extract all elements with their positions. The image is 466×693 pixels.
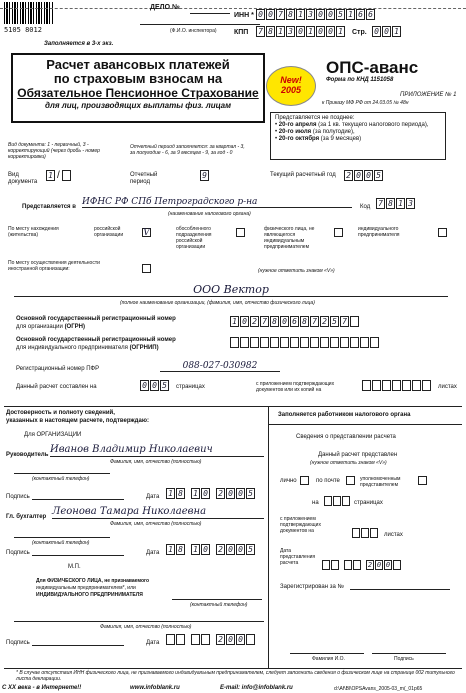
digit-cell[interactable] — [320, 337, 329, 348]
year-label: Текущий расчетный год — [270, 172, 336, 178]
deadlines-box — [270, 112, 446, 160]
digit-cell[interactable]: 2 — [344, 170, 353, 181]
inn-cells — [256, 9, 376, 20]
ogrnip-label-2-text: для индивидуального предпринимателя — [16, 345, 128, 351]
digit-cell[interactable]: 8 — [266, 26, 275, 37]
digit-cell[interactable]: 8 — [300, 316, 309, 327]
accountant-phone-caption: (контактный телефон) — [32, 540, 90, 546]
doc-kind-label: Вид документа — [8, 172, 38, 185]
digit-cell[interactable]: 1 — [191, 488, 200, 499]
digit-cell[interactable]: 1 — [346, 9, 355, 20]
registered-label: Зарегистрирован за № — [280, 584, 344, 590]
deadlines-heading: Представляется не позднее: — [275, 115, 355, 121]
digit-cell[interactable] — [310, 337, 319, 348]
digit-cell[interactable]: 0 — [226, 488, 235, 499]
fl-line-2: индивидуальным предпринимателем*, или — [36, 585, 136, 591]
director-date-label: Дата — [146, 494, 160, 500]
digit-cell[interactable]: 1 — [230, 316, 239, 327]
digit-cell[interactable]: 1 — [191, 544, 200, 555]
ogrn-label-1: Основной государственный регистрационный номер — [16, 316, 176, 322]
digit-cell[interactable]: 2 — [216, 488, 225, 499]
digit-cell[interactable]: 7 — [376, 198, 385, 209]
digit-cell[interactable] — [270, 337, 279, 348]
fl-fio-caption: Фамилия, имя, отчество (полностью) — [100, 624, 192, 630]
for-org-label: Для ОРГАНИЗАЦИИ — [24, 432, 82, 438]
period-cell[interactable]: 9 — [200, 170, 209, 181]
right-attach-label: с приложением подтверждающих документов на — [280, 516, 321, 534]
by-rep-label: уполномоченным представителем — [360, 476, 401, 488]
doc-kind-note: Вид документа: 1 - первичный, 3 - корректирующий (через дробь - номер корректировки) — [8, 142, 100, 160]
footnote-divider — [4, 668, 462, 669]
digit-cell[interactable]: 0 — [226, 544, 235, 555]
deadline-item: • 20-го апреля (за 1 кв. текущего налогового периода), — [275, 122, 429, 128]
inspector-caption: (Ф.И.О. инспектора) — [170, 28, 217, 34]
director-fio-caption: Фамилия, имя, отчество (полностью) — [110, 459, 202, 465]
digit-cell[interactable]: 8 — [286, 9, 295, 20]
deadline-item: • 20-го октября (за 9 месяцев) — [275, 136, 362, 142]
digit-cell[interactable] — [353, 560, 361, 570]
barcode — [4, 2, 54, 24]
digit-cell[interactable]: 0 — [280, 316, 289, 327]
delo-label: ДЕЛО № — [150, 4, 180, 11]
tax-code-label: Код — [360, 204, 371, 210]
digit-cell[interactable]: 1 — [166, 488, 175, 499]
digit-cell[interactable]: 0 — [326, 26, 335, 37]
by-mail-label: по почте — [316, 478, 340, 484]
tear-line — [0, 8, 466, 9]
attach-unit: листах — [438, 384, 457, 390]
digit-cell[interactable]: 5 — [336, 9, 345, 20]
digit-cell[interactable] — [362, 380, 371, 391]
fl-line-1: Для ФИЗИЧЕСКОГО ЛИЦА, не признаваемого — [36, 578, 150, 584]
doc-kind-correction-cell[interactable] — [62, 170, 71, 181]
title-line-2: по страховым взносам на — [53, 71, 223, 86]
digit-cell[interactable]: 0 — [326, 9, 335, 20]
ogrn-label-2-text: для организации — [16, 324, 63, 330]
right-sheets-unit: листах — [384, 532, 403, 538]
digit-cell[interactable]: 0 — [150, 380, 159, 391]
ops-avans-title: ОПС-аванс — [326, 58, 419, 77]
digit-cell[interactable] — [201, 634, 210, 645]
worker-fio-field[interactable] — [290, 646, 364, 654]
digit-cell[interactable] — [370, 528, 378, 538]
digit-cell[interactable]: 0 — [236, 488, 245, 499]
digit-cell[interactable] — [324, 496, 332, 506]
title-block — [11, 53, 265, 123]
digit-cell[interactable]: 7 — [310, 316, 319, 327]
digit-cell[interactable] — [246, 634, 255, 645]
director-phone-field[interactable] — [14, 466, 110, 474]
digit-cell[interactable]: 6 — [366, 9, 375, 20]
digit-cell[interactable]: 0 — [296, 26, 305, 37]
digit-cell[interactable]: 1 — [276, 26, 285, 37]
digit-cell[interactable]: 5 — [330, 316, 339, 327]
digit-cell[interactable]: 0 — [266, 9, 275, 20]
digit-cell[interactable]: 5 — [246, 544, 255, 555]
title-sub: для лиц, производящих выплаты физ. лицам — [44, 101, 232, 110]
digit-cell[interactable] — [342, 496, 350, 506]
foreign-org-label: По месту осуществления деятельности иностранной организации: — [8, 260, 100, 272]
digit-cell[interactable]: 3 — [406, 198, 415, 209]
digit-cell[interactable]: 5 — [246, 488, 255, 499]
doc-kind-cell[interactable]: 1 — [46, 170, 55, 181]
section-divider — [4, 406, 462, 407]
digit-cell[interactable]: 0 — [372, 26, 381, 37]
location-option-label: индивидуального предпринимателя — [358, 226, 400, 238]
location-option-checkbox[interactable] — [334, 228, 343, 237]
digit-cell[interactable] — [333, 496, 341, 506]
pfr-label: Регистрационный номер ПФР — [16, 366, 100, 372]
deadline-date: 20-го октября — [278, 136, 320, 142]
director-signature-label: Подпись — [6, 494, 30, 500]
footer-email[interactable]: E-mail: info@infoblank.ru — [220, 685, 293, 691]
digit-cell[interactable]: 0 — [236, 544, 245, 555]
accountant-field[interactable]: Леонова Тамара Николаевна — [52, 506, 264, 519]
location-option-label: российской организации — [94, 226, 124, 238]
digit-cell[interactable] — [176, 634, 185, 645]
director-field[interactable]: Иванов Владимир Николаевич — [50, 444, 264, 457]
fl-signature-field[interactable] — [32, 638, 124, 646]
period-label: Отчетный период — [130, 172, 158, 185]
digit-cell[interactable]: 0 — [201, 488, 210, 499]
fl-date-label: Дата — [146, 640, 160, 646]
digit-cell[interactable] — [382, 380, 391, 391]
accountant-signature-field[interactable] — [32, 548, 124, 556]
new-badge — [266, 66, 316, 106]
digit-cell[interactable] — [372, 380, 381, 391]
digit-cell[interactable]: 0 — [256, 9, 265, 20]
by-mail-checkbox[interactable] — [346, 476, 355, 485]
fl-date-cells — [166, 634, 256, 645]
location-option-label: физического лица, не являющегося индивидуальным предпринимателем — [264, 226, 315, 250]
title-line-1: Расчет авансовых платежей — [46, 57, 230, 72]
accountant-date-label: Дата — [146, 550, 160, 556]
org-name-caption: (полное наименование организации, (фамилия, имя, отчество физического лица) — [120, 300, 315, 306]
digit-cell[interactable] — [290, 337, 299, 348]
digit-cell[interactable]: 0 — [364, 170, 373, 181]
digit-cell[interactable] — [352, 528, 360, 538]
digit-cell[interactable]: 0 — [385, 561, 391, 569]
digit-cell[interactable]: 0 — [201, 544, 210, 555]
delo-field[interactable] — [190, 4, 230, 14]
page-cells — [372, 26, 402, 37]
footer-path: d:\Af\Bl\OPSAvans_2005-03_m(_01p65 — [334, 686, 423, 692]
deadline-note: (за полугодие), — [312, 129, 355, 135]
personal-checkbox[interactable] — [300, 476, 309, 485]
digit-cell[interactable]: 1 — [336, 26, 345, 37]
digit-cell[interactable] — [300, 337, 309, 348]
personal-label: лично — [280, 478, 297, 484]
right-pages-unit: страницах — [354, 500, 383, 506]
barcode-number: 5105 8012 — [4, 26, 42, 34]
pages-label: Данный расчет составлен на — [16, 384, 97, 390]
footer-left: С XX века - в Интернете!! — [2, 685, 82, 691]
right-attach-cells — [352, 528, 379, 538]
confirm-heading-1: Достоверность и полноту сведений, — [6, 410, 115, 416]
title-line-3: Обязательное Пенсионное Страхование — [17, 86, 259, 100]
digit-cell[interactable]: 2 — [250, 316, 259, 327]
copies-note: Заполняется в 3-х экз. — [44, 41, 114, 47]
ogrnip-label-2 — [16, 345, 159, 352]
page-label: Стр. — [352, 29, 367, 36]
digit-cell[interactable]: 5 — [160, 380, 169, 391]
digit-cell[interactable] — [360, 337, 369, 348]
digit-cell[interactable]: 2 — [367, 561, 373, 569]
digit-cell[interactable] — [166, 634, 175, 645]
digit-cell[interactable]: 0 — [240, 316, 249, 327]
tax-authority-caption: (наименование налогового органа) — [168, 211, 251, 217]
director-phone-caption: (контактный телефон) — [32, 476, 90, 482]
digit-cell[interactable] — [260, 337, 269, 348]
new-badge-line-2: 2005 — [280, 85, 302, 95]
digit-cell[interactable] — [340, 337, 349, 348]
digit-cell[interactable] — [191, 634, 200, 645]
slash-sep: / — [57, 170, 60, 181]
inspector-field[interactable] — [140, 24, 260, 25]
digit-cell[interactable]: 2 — [320, 316, 329, 327]
ogrnip-cells — [230, 337, 380, 348]
new-badge-line-1: New! — [280, 75, 302, 85]
worker-sign-field[interactable] — [372, 646, 446, 654]
footer-site[interactable]: www.infoblank.ru — [130, 685, 180, 691]
kpp-cells — [256, 26, 346, 37]
mark-note: (нужное отметить знаком «V») — [258, 268, 335, 274]
worker-fio-label: Фамилия И.О. — [312, 656, 345, 662]
digit-cell[interactable]: 7 — [256, 26, 265, 37]
submitted-label: Данный расчет представлен — [318, 452, 398, 458]
location-option-label: обособленного подразделения российской организации — [176, 226, 212, 250]
tax-authority-label: Представляется в — [22, 204, 76, 210]
digit-cell[interactable] — [370, 337, 379, 348]
digit-cell[interactable]: 3 — [306, 9, 315, 20]
director-label: Руководитель — [6, 452, 49, 458]
pages-cells — [140, 380, 170, 391]
worker-sign-label: Подпись — [394, 656, 414, 662]
deadline-item: • 20-го июля (за полугодие), — [275, 129, 355, 135]
digit-cell[interactable]: 7 — [340, 316, 349, 327]
digit-cell[interactable] — [322, 560, 330, 570]
digit-cell[interactable]: 0 — [376, 561, 382, 569]
digit-cell[interactable] — [344, 560, 352, 570]
digit-cell[interactable] — [350, 316, 359, 327]
digit-cell[interactable]: 0 — [226, 634, 235, 645]
location-label: По месту нахождения (жительства) — [8, 226, 59, 238]
appendix-line-1: ПРИЛОЖЕНИЕ № 1 — [400, 92, 457, 98]
tax-worker-heading: Заполняется работником налогового органа — [278, 412, 411, 418]
digit-cell[interactable]: 1 — [166, 544, 175, 555]
digit-cell[interactable]: 8 — [176, 488, 185, 499]
right-pages-cells — [324, 496, 351, 506]
right-on-label: на — [312, 500, 319, 506]
accountant-phone-field[interactable] — [14, 530, 110, 538]
accountant-date-cells — [166, 544, 256, 555]
kpp-label: КПП — [234, 29, 249, 36]
right-date-cells — [322, 560, 402, 570]
digit-cell[interactable]: 0 — [382, 26, 391, 37]
digit-cell[interactable]: 0 — [140, 380, 149, 391]
ogrnip-label-1: Основной государственный регистрационный номер — [16, 337, 176, 343]
digit-cell[interactable]: 0 — [236, 634, 245, 645]
digit-cell[interactable] — [240, 337, 249, 348]
digit-cell[interactable]: 6 — [290, 316, 299, 327]
digit-cell[interactable] — [230, 337, 239, 348]
tax-worker-heading-rule — [268, 424, 462, 425]
digit-cell[interactable]: 0 — [354, 170, 363, 181]
fl-line-3: ИНДИВИДУАЛЬНОГО ПРЕДПРИНИМАТЕЛЯ — [36, 592, 143, 598]
accountant-label: Гл. бухгалтер — [6, 514, 47, 520]
fl-fio-field[interactable] — [14, 614, 264, 622]
accountant-signature-label: Подпись — [6, 550, 30, 556]
digit-cell[interactable]: 8 — [176, 544, 185, 555]
digit-cell[interactable]: 5 — [374, 170, 383, 181]
tax-code-cells — [376, 198, 416, 209]
digit-cell[interactable]: 7 — [260, 316, 269, 327]
right-date-label: Дата представления расчета — [280, 548, 316, 566]
digit-cell[interactable] — [422, 380, 431, 391]
year-cells — [344, 170, 384, 181]
location-option-checkbox[interactable]: V — [143, 228, 150, 238]
period-cells — [200, 170, 210, 181]
digit-cell[interactable] — [350, 337, 359, 348]
digit-cell[interactable] — [392, 380, 401, 391]
digit-cell[interactable]: 1 — [296, 9, 305, 20]
stamp-label: М.П. — [68, 564, 81, 570]
digit-cell[interactable]: 8 — [270, 316, 279, 327]
ogrn-tag: (ОГРН) — [64, 324, 85, 330]
digit-cell[interactable] — [393, 560, 401, 570]
tax-authority-field[interactable]: ИФНС РФ СПб Петроградского р-на — [82, 197, 352, 208]
digit-cell[interactable]: 6 — [356, 9, 365, 20]
accountant-fio-caption: Фамилия, имя, отчество (полностью) — [110, 521, 202, 527]
deadline-note: (за 1 кв. текущего налогового периода), — [318, 122, 429, 128]
section-split — [268, 406, 269, 668]
digit-cell[interactable]: 2 — [216, 634, 225, 645]
fl-phone-caption: (контактный телефон) — [190, 602, 248, 608]
registered-field[interactable] — [350, 582, 450, 590]
doc-kind-cells — [46, 170, 72, 181]
attach-cells — [362, 380, 432, 391]
deadline-date: 20-го июля — [278, 129, 312, 135]
appendix-line-2: к Приказу МФ РФ от 24.03.05 № 48н — [322, 100, 409, 106]
director-date-cells — [166, 488, 256, 499]
location-option-checkbox[interactable] — [438, 228, 447, 237]
digit-cell[interactable] — [280, 337, 289, 348]
digit-cell[interactable] — [361, 528, 369, 538]
digit-cell[interactable] — [250, 337, 259, 348]
by-rep-checkbox[interactable] — [418, 476, 427, 485]
digit-cell[interactable]: 1 — [392, 26, 401, 37]
attach-label: с приложением подтверждающих документов или их копий на — [256, 381, 335, 393]
digit-cell[interactable]: 3 — [286, 26, 295, 37]
deadline-note: (за 9 месяцев) — [320, 136, 362, 142]
info-title: Сведения о представлении расчета — [296, 434, 396, 440]
submitted-mark-note: (нужное отметить знаком «V») — [310, 460, 387, 466]
deadline-date: 20-го апреля — [278, 122, 317, 128]
period-note: Отчетный период заполняется: за квартал - 3, за полугодие - 6, за 9 месяцев - 9, за год - 0 — [130, 144, 245, 156]
digit-cell[interactable] — [402, 380, 411, 391]
digit-cell[interactable]: 8 — [386, 198, 395, 209]
pfr-field[interactable]: 088-027-030982 — [160, 361, 280, 372]
fl-phone-field[interactable] — [172, 592, 262, 600]
knd-form: Форма по КНД 1151058 — [326, 77, 394, 83]
confirm-heading-2: указанных в настоящем расчете, подтверждаю: — [6, 418, 149, 424]
org-name-field[interactable]: ООО Вектор — [14, 283, 448, 297]
digit-cell[interactable]: 0 — [316, 9, 325, 20]
footnote: * В случае отсутствия ИНН физического лица, не признаваемого индивидуальным предпринимателем, следует заполнить сведения о физическом лице на странице 002 титульного листа декларации. — [16, 670, 455, 682]
inn-label: ИНН * — [234, 12, 254, 19]
digit-cell[interactable]: 2 — [216, 544, 225, 555]
digit-cell[interactable]: 1 — [396, 198, 405, 209]
digit-cell[interactable] — [412, 380, 421, 391]
ogrnip-tag: (ОГРНИП) — [129, 345, 159, 351]
director-signature-field[interactable] — [32, 492, 124, 500]
digit-cell[interactable]: 0 — [316, 26, 325, 37]
digit-cell[interactable]: 1 — [306, 26, 315, 37]
ogrn-label-2 — [16, 324, 85, 331]
digit-cell[interactable] — [330, 337, 339, 348]
digit-cell[interactable]: 7 — [276, 9, 285, 20]
location-option-checkbox[interactable] — [236, 228, 245, 237]
fl-signature-label: Подпись — [6, 640, 30, 646]
pages-unit: страницах — [176, 384, 205, 390]
ogrn-cells — [230, 316, 360, 327]
digit-cell[interactable] — [331, 560, 339, 570]
foreign-org-checkbox[interactable] — [142, 264, 151, 273]
